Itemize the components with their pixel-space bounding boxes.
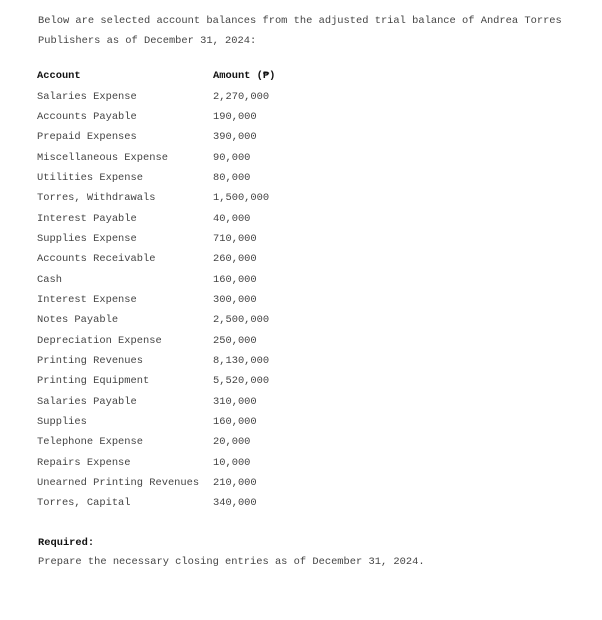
- amount-cell: 390,000: [213, 131, 257, 144]
- amount-cell: 190,000: [213, 110, 257, 123]
- account-name-cell: Unearned Printing Revenues: [37, 477, 200, 490]
- required-label: Required:: [38, 537, 95, 549]
- account-name-cell: Printing Equipment: [37, 375, 150, 388]
- amount-cell: 90,000: [213, 151, 251, 164]
- amount-cell: 10,000: [213, 456, 251, 469]
- account-balances-table: [37, 66, 275, 514]
- table-row: [37, 107, 275, 127]
- account-name-cell: Salaries Expense: [37, 90, 137, 103]
- amount-column-header: Amount (₱): [213, 70, 276, 83]
- account-name-cell: Torres, Capital: [37, 497, 131, 510]
- amount-cell: 310,000: [213, 395, 257, 408]
- amount-cell: 80,000: [213, 171, 251, 184]
- amount-cell: 2,270,000: [213, 90, 270, 103]
- table-row: [37, 86, 275, 106]
- table-row: [37, 208, 275, 228]
- amount-cell: 210,000: [213, 477, 257, 490]
- table-row: [37, 432, 275, 452]
- account-name-cell: Notes Payable: [37, 314, 119, 327]
- table-row: [37, 229, 275, 249]
- table-row: [37, 127, 275, 147]
- amount-cell: 160,000: [213, 416, 257, 429]
- account-name-cell: Supplies Expense: [37, 232, 137, 245]
- required-instruction: Prepare the necessary closing entries as of December 31, 2024.: [38, 556, 425, 568]
- account-name-cell: Telephone Expense: [37, 436, 144, 449]
- amount-cell: 5,520,000: [213, 375, 270, 388]
- account-name-cell: Prepaid Expenses: [37, 131, 137, 144]
- account-name-cell: Miscellaneous Expense: [37, 151, 168, 164]
- amount-cell: 160,000: [213, 273, 257, 286]
- table-row: [37, 168, 275, 188]
- table-row: [37, 290, 275, 310]
- table-header-row: [37, 66, 275, 86]
- table-row: [37, 269, 275, 289]
- account-name-cell: Salaries Payable: [37, 395, 137, 408]
- account-name-cell: Printing Revenues: [37, 354, 144, 367]
- table-row: [37, 147, 275, 167]
- amount-cell: 250,000: [213, 334, 257, 347]
- table-row: [37, 351, 275, 371]
- account-name-cell: Depreciation Expense: [37, 334, 162, 347]
- amount-cell: 2,500,000: [213, 314, 270, 327]
- account-name-cell: Utilities Expense: [37, 171, 144, 184]
- amount-cell: 260,000: [213, 253, 257, 266]
- amount-cell: 340,000: [213, 497, 257, 510]
- account-name-cell: Supplies: [37, 416, 87, 429]
- table-row: [37, 473, 275, 493]
- table-row: [37, 453, 275, 473]
- table-row: [37, 412, 275, 432]
- amount-cell: 20,000: [213, 436, 251, 449]
- amount-cell: 1,500,000: [213, 192, 270, 205]
- account-name-cell: Repairs Expense: [37, 456, 131, 469]
- account-name-cell: Torres, Withdrawals: [37, 192, 156, 205]
- table-row: [37, 330, 275, 350]
- table-row: [37, 188, 275, 208]
- account-name-cell: Cash: [37, 273, 62, 286]
- account-column-header: Account: [37, 70, 81, 83]
- amount-cell: 8,130,000: [213, 354, 270, 367]
- table-row: [37, 249, 275, 269]
- table-row: [37, 310, 275, 330]
- amount-cell: 300,000: [213, 293, 257, 306]
- intro-paragraph: Below are selected account balances from the adjusted trial balance of Andrea Torres Publishers as of December 31, 2024:: [38, 15, 562, 47]
- amount-cell: 710,000: [213, 232, 257, 245]
- account-name-cell: Accounts Receivable: [37, 253, 156, 266]
- account-name-cell: Accounts Payable: [37, 110, 137, 123]
- account-name-cell: Interest Expense: [37, 293, 137, 306]
- amount-cell: 40,000: [213, 212, 251, 225]
- table-row: [37, 493, 275, 513]
- table-row: [37, 392, 275, 412]
- table-row: [37, 371, 275, 391]
- account-name-cell: Interest Payable: [37, 212, 137, 225]
